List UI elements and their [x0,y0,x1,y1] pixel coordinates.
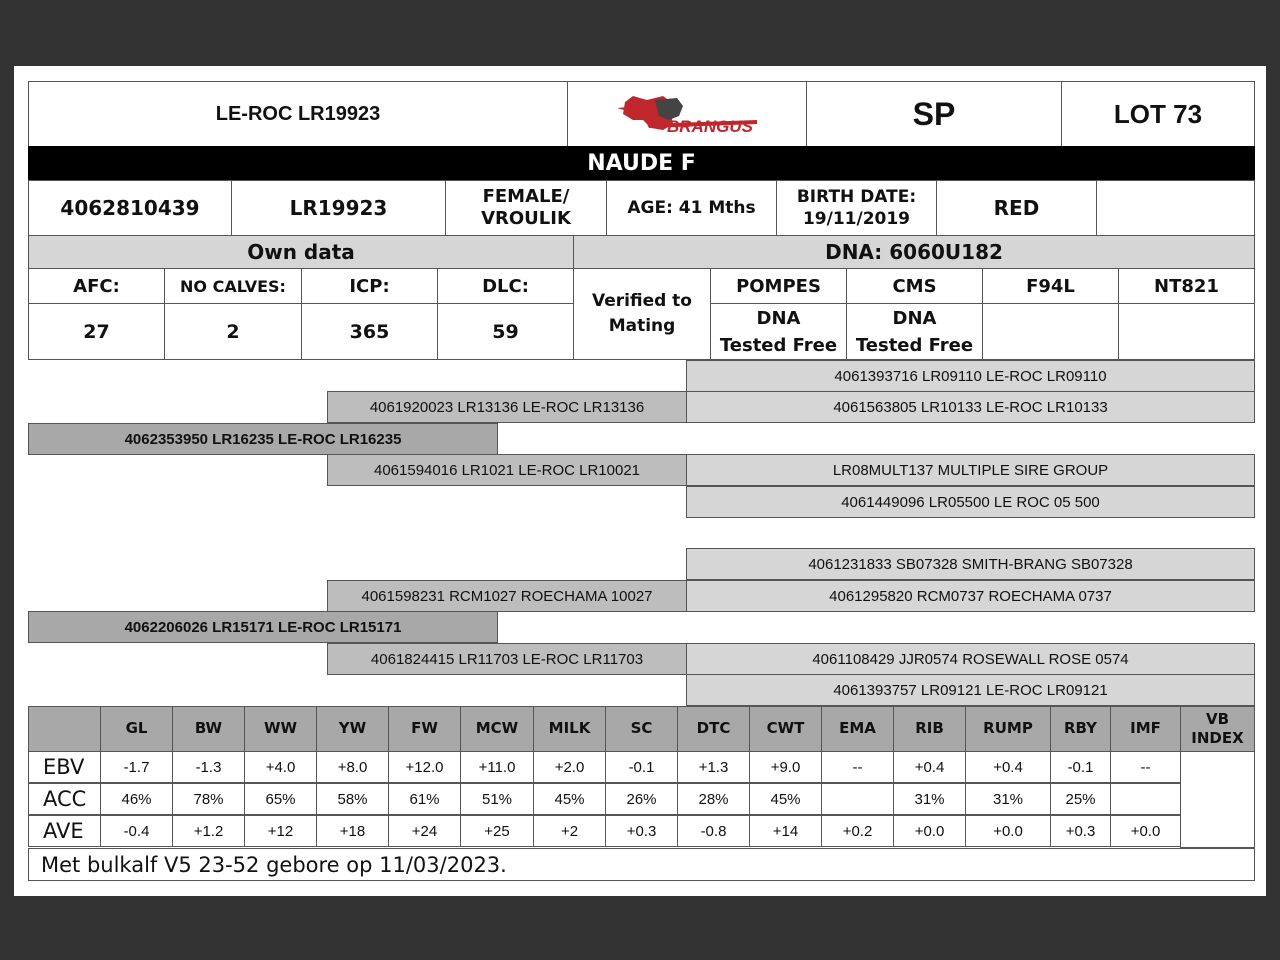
ebv-cell: +0.4 [893,751,966,783]
icp-label: ICP: [301,268,438,304]
birth-date-value: 19/11/2019 [802,209,911,229]
ebv-cell: -0.1 [605,751,678,783]
lot-card [14,66,1266,896]
ebv-header-ww: WW [244,706,317,752]
dlc-value: 59 [437,303,574,360]
ebv-header-rump: RUMP [965,706,1051,752]
ebv-cell: +14 [749,815,822,847]
ebv-header-rby: RBY [1050,706,1111,752]
ebv-cell: -0.1 [1050,751,1111,783]
test-f94l-label: F94L [982,268,1119,304]
breeder-name: NAUDE F [28,146,1255,180]
ebv-cell: 31% [965,783,1051,815]
bull-head-icon [607,90,767,138]
ebv-cell: +18 [316,815,389,847]
ebv-header-rib: RIB [893,706,966,752]
ebv-cell: +0.3 [1050,815,1111,847]
ebv-cell: 51% [460,783,534,815]
id-number: 4062810439 [28,180,232,236]
ebv-cell: +12.0 [388,751,461,783]
test-nt821-label: NT821 [1118,268,1255,304]
pedigree-dam-sire-sire: 4061231833 SB07328 SMITH-BRANG SB07328 [686,548,1255,580]
ebv-cell: 58% [316,783,389,815]
test-cms-result: DNA Tested Free [846,303,983,360]
test-nt821-result [1118,303,1255,360]
ebv-header-imf: IMF [1110,706,1181,752]
svg-text:BRANGUS: BRANGUS [667,117,753,136]
ebv-cell: +2 [533,815,606,847]
ebv-cell: 31% [893,783,966,815]
age: AGE: 41 Mths [606,180,777,236]
ebv-cell: -- [821,751,894,783]
ebv-cell: 45% [749,783,822,815]
ebv-header-bw: BW [172,706,245,752]
ebv-cell: +9.0 [749,751,822,783]
brangus-logo [567,81,807,147]
pedigree-dam: 4062206026 LR15171 LE-ROC LR15171 [28,611,498,643]
pedigree-sire-sire: 4061920023 LR13136 LE-ROC LR13136 [327,391,687,423]
afc-label: AFC: [28,268,165,304]
status-badge: SP [806,81,1062,147]
ebv-header-mcw: MCW [460,706,534,752]
ebv-cell: +1.2 [172,815,245,847]
ebv-cell: +0.0 [965,815,1051,847]
ebv-cell: +8.0 [316,751,389,783]
ebv-cell: 65% [244,783,317,815]
pedigree-dam-sire-dam: 4061295820 RCM0737 ROECHAMA 0737 [686,580,1255,612]
no-calves-value: 2 [164,303,302,360]
colour: RED [936,180,1097,236]
ebv-cell: 25% [1050,783,1111,815]
lot-number: LOT 73 [1061,81,1255,147]
ebv-cell: -1.3 [172,751,245,783]
pedigree-sire: 4062353950 LR16235 LE-ROC LR16235 [28,423,498,455]
dlc-label: DLC: [437,268,574,304]
dna-title: DNA: 6060U182 [573,235,1255,269]
vb-index-value [1180,751,1255,848]
ebv-header-ema: EMA [821,706,894,752]
ebv-cell: 78% [172,783,245,815]
ebv-cell: +25 [460,815,534,847]
ebv-cell: +0.0 [1110,815,1181,847]
pedigree-dam-dam-sire: 4061108429 JJR0574 ROSEWALL ROSE 0574 [686,643,1255,675]
pedigree-dam-dam-dam: 4061393757 LR09121 LE-ROC LR09121 [686,674,1255,706]
icp-value: 365 [301,303,438,360]
ebv-cell [821,783,894,815]
verified-to-mating: Verified to Mating [573,268,711,360]
ebv-cell [1110,783,1181,815]
ebv-header-sc: SC [605,706,678,752]
ebv-header-vb-index: VB INDEX [1180,706,1255,752]
ebv-header-corner [28,706,101,752]
pedigree-sire-dam: 4061594016 LR1021 LE-ROC LR10021 [327,454,687,486]
ebv-header-dtc: DTC [677,706,750,752]
ebv-cell: +0.0 [893,815,966,847]
ebv-cell: 61% [388,783,461,815]
birth-date [776,180,937,236]
afc-value: 27 [28,303,165,360]
birth-date-label: BIRTH DATE: [796,186,917,207]
ebv-cell: -- [1110,751,1181,783]
note: Met bulkalf V5 23-52 gebore op 11/03/2023. [28,848,1255,881]
ebv-header-milk: MILK [533,706,606,752]
animal-name: LE-ROC LR19923 [28,81,568,147]
pedigree-sire-sire-sire: 4061393716 LR09110 LE-ROC LR09110 [686,360,1255,392]
test-cms-label: CMS [846,268,983,304]
ebv-cell: -0.8 [677,815,750,847]
identity-extra [1096,180,1255,236]
ebv-cell: +12 [244,815,317,847]
ebv-cell: 45% [533,783,606,815]
ebv-cell: +0.2 [821,815,894,847]
ebv-header-fw: FW [388,706,461,752]
ebv-cell: +1.3 [677,751,750,783]
reg-number: LR19923 [231,180,446,236]
ebv-cell: 26% [605,783,678,815]
ebv-cell: +0.3 [605,815,678,847]
ebv-cell: -1.7 [100,751,173,783]
own-data-title: Own data [28,235,574,269]
pedigree-sire-dam-dam: 4061449096 LR05500 LE ROC 05 500 [686,486,1255,518]
ebv-header-yw: YW [316,706,389,752]
sex: FEMALE/ VROULIK [445,180,607,236]
pedigree-sire-dam-sire: LR08MULT137 MULTIPLE SIRE GROUP [686,454,1255,486]
test-f94l-result [982,303,1119,360]
ebv-cell: +11.0 [460,751,534,783]
ebv-row-label-acc: ACC [28,783,101,815]
ebv-cell: 28% [677,783,750,815]
pedigree-sire-sire-dam: 4061563805 LR10133 LE-ROC LR10133 [686,391,1255,423]
pedigree-dam-sire: 4061598231 RCM1027 ROECHAMA 10027 [327,580,687,612]
ebv-header-gl: GL [100,706,173,752]
ebv-row-label-ebv: EBV [28,751,101,783]
pedigree-dam-dam: 4061824415 LR11703 LE-ROC LR11703 [327,643,687,675]
ebv-cell: 46% [100,783,173,815]
ebv-row-label-ave: AVE [28,815,101,847]
ebv-cell: +2.0 [533,751,606,783]
ebv-cell: -0.4 [100,815,173,847]
ebv-cell: +0.4 [965,751,1051,783]
test-pompes-label: POMPES [710,268,847,304]
ebv-cell: +4.0 [244,751,317,783]
test-pompes-result: DNA Tested Free [710,303,847,360]
ebv-cell: +24 [388,815,461,847]
no-calves-label: NO CALVES: [164,268,302,304]
ebv-header-cwt: CWT [749,706,822,752]
